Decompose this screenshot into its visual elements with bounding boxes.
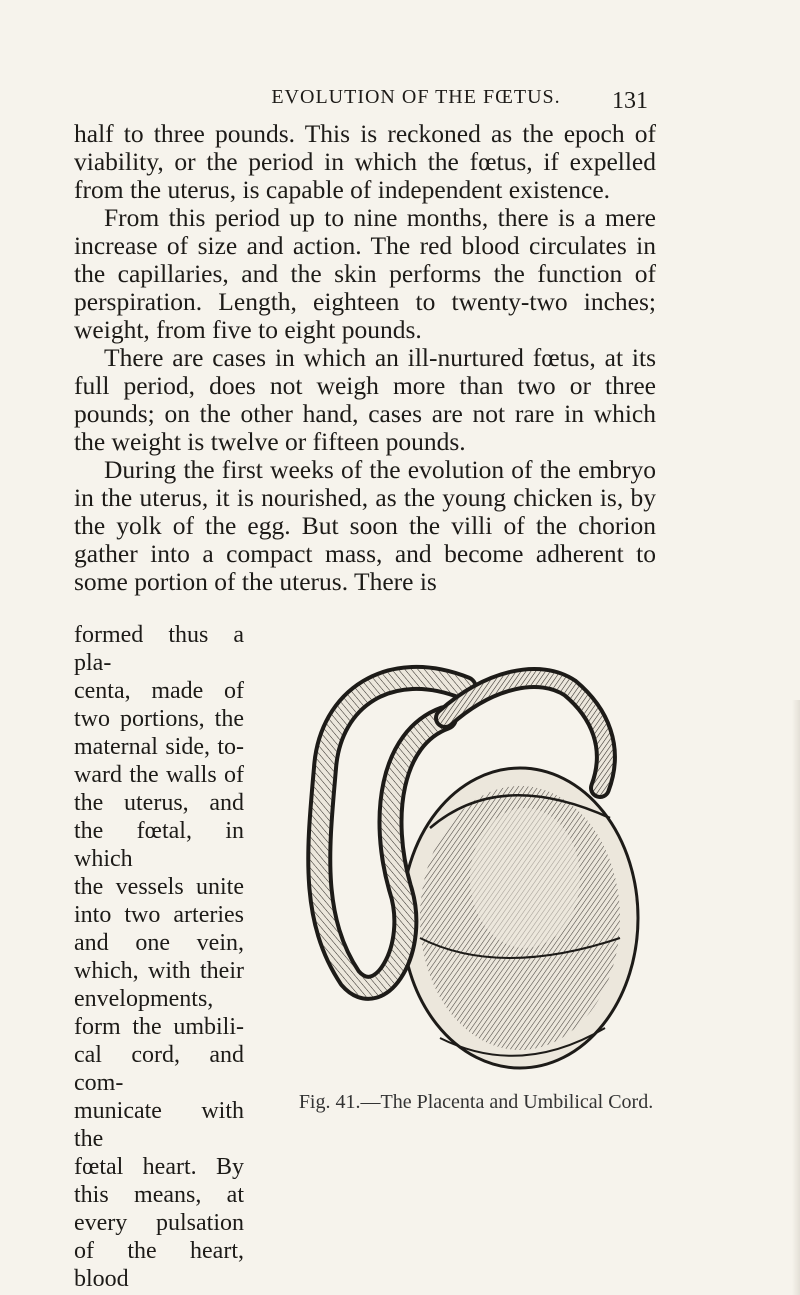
text-line: form the umbili- [74,1014,244,1040]
placenta-engraving [270,618,660,1088]
running-title: EVOLUTION OF THE FŒTUS. [271,86,561,108]
text-line: every pulsation [74,1210,244,1236]
text-line: maternal side, to- [74,734,244,760]
text-line: two portions, the [74,706,244,732]
text-line: ward the walls of [74,762,244,788]
text-line: formed thus a pla- [74,622,244,676]
placenta-disc [402,768,638,1068]
page-edge-shadow [792,700,800,1295]
paragraph: half to three pounds. This is reckoned as the epoch of viability, or the period in which the fœtus, if expelled from the uterus, is capable of independent existence. [74,119,656,204]
body-text [74,120,656,596]
text-line: which, with their [74,958,244,984]
paragraph: From this period up to nine months, there is a mere increase of size and action. The red blood circulates in the capillaries, and the skin performs the function of perspiration. Length, eighteen to twenty-two inches; weight, from five to eight pounds. [74,203,656,344]
text-line: the uterus, and [74,790,244,816]
text-line: envelopments, [74,986,214,1012]
text-line: centa, made of [74,678,244,704]
text-line: the vessels unite [74,874,244,900]
text-line: cal cord, and com- [74,1042,244,1096]
text-line: this means, at [74,1182,244,1208]
paragraph: During the first weeks of the evolution of the embryo in the uterus, it is nourished, as the young chicken is, by the yolk of the egg. But soon the villi of the chorion gather into a compact mass, and become adherent to some portion of the uterus. There is [74,455,656,596]
text-line: the fœtal, in which [74,818,244,872]
text-line: of the heart, blood [74,1238,244,1292]
text-line: into two arteries [74,902,244,928]
paragraph: There are cases in which an ill-nurtured fœtus, at its full period, does not weigh more than two or three pounds; on the other hand, cases are not rare in which the weight is twelve or fifteen pounds. [74,343,656,456]
text-line: fœtal heart. By [74,1154,244,1180]
text-line: and one vein, [74,930,244,956]
text-line: municate with the [74,1098,244,1152]
page-number: 131 [612,88,648,114]
wrapped-text-column [74,621,244,1293]
figure-caption: Fig. 41.—The Placenta and Umbilical Cord. [298,1091,654,1113]
